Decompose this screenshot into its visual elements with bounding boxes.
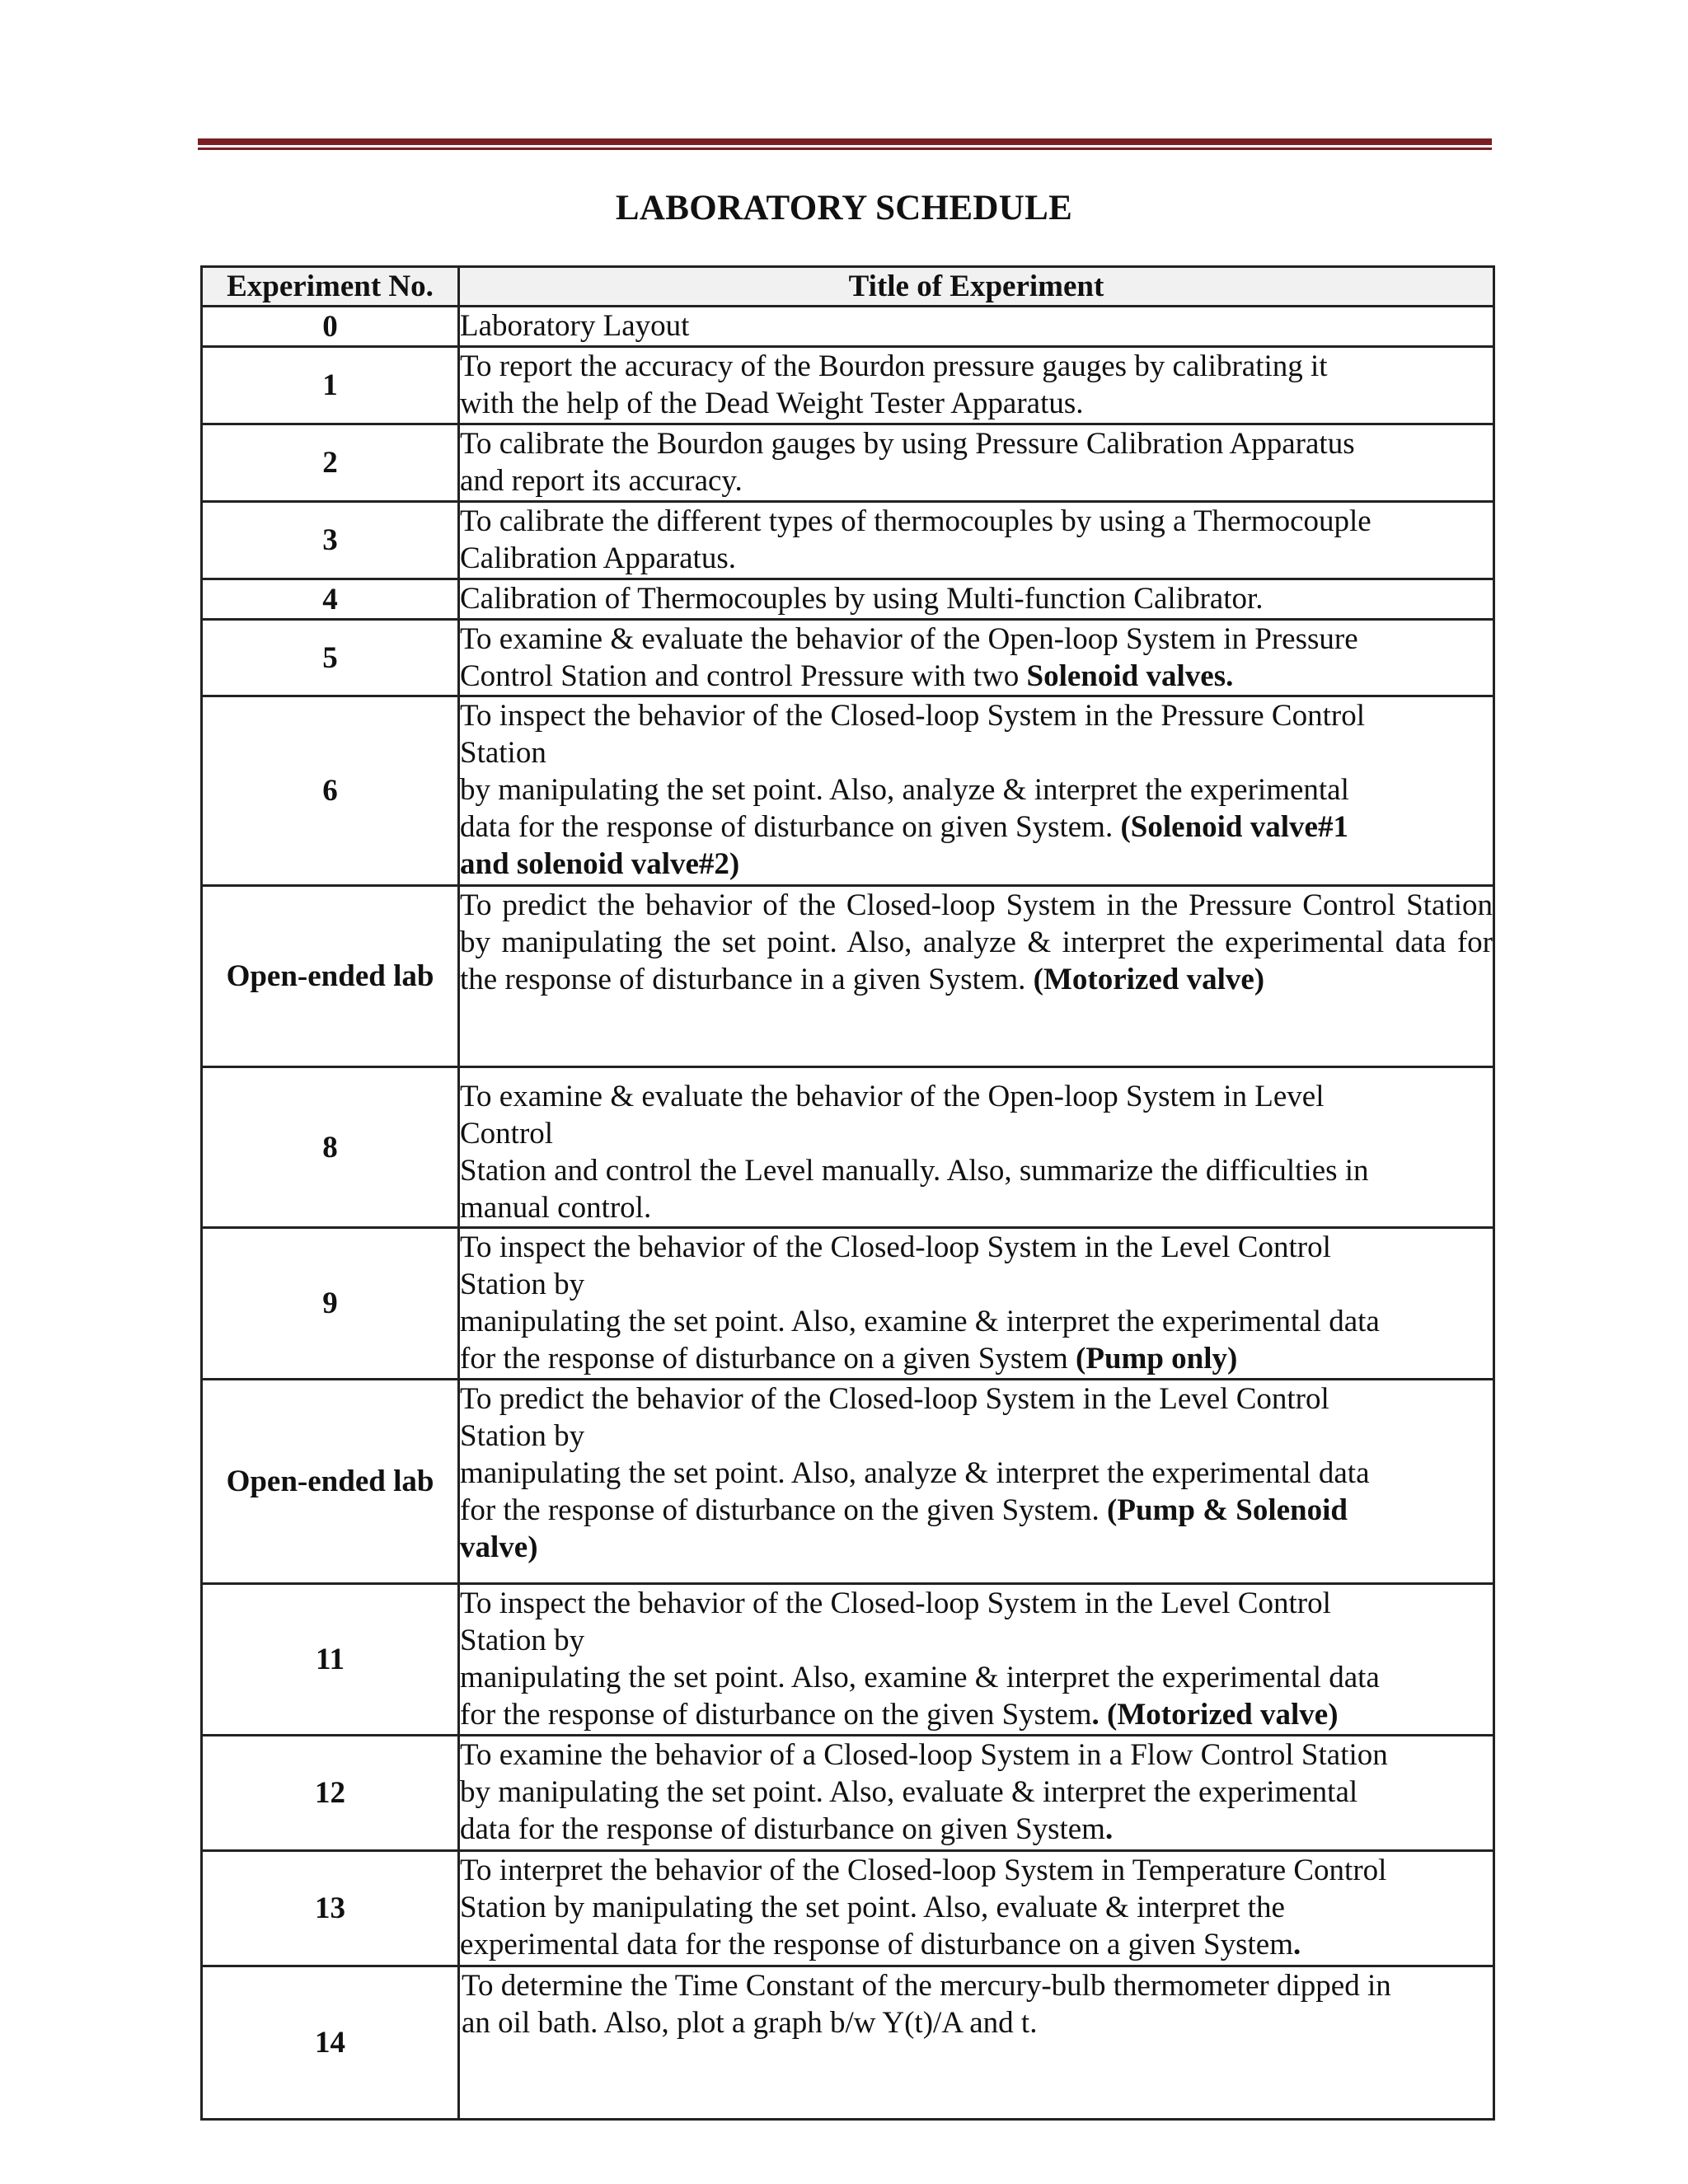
- table-row: [202, 1851, 1494, 1966]
- experiment-title-text: To inspect the behavior of the Closed-loop System in the Level Control Station by manipulating the set point. Also, examine & interpret the experimental data for the response of disturbance on a given System: [460, 1230, 1380, 1376]
- experiment-title: To examine & evaluate the behavior of the Open-loop System in Level Control Station and control the Level manually. Also, summarize the difficulties in manual control.: [459, 1067, 1494, 1228]
- experiment-number: 3: [202, 502, 459, 579]
- experiment-title-text: To interpret the behavior of the Closed-loop System in Temperature Control Station by manipulating the set point. Also, evaluate & interpret the experimental data for the response of disturbance on a given System: [460, 1854, 1387, 1961]
- experiment-title: [459, 1851, 1494, 1966]
- experiment-title: To calibrate the Bourdon gauges by using Pressure Calibration Apparatus and report its accuracy.: [459, 424, 1494, 502]
- table-row: [202, 696, 1494, 886]
- page-title: LABORATORY SCHEDULE: [615, 189, 1073, 227]
- table-row: [202, 1380, 1494, 1584]
- column-header-experiment-no: Experiment No.: [202, 267, 459, 307]
- table-row: [202, 886, 1494, 1067]
- experiment-title: To determine the Time Constant of the mercury-bulb thermometer dipped in an oil bath. Also, plot a graph b/w Y(t)/A and t.: [459, 1966, 1494, 2120]
- experiment-number: 6: [202, 696, 459, 886]
- experiment-title-text: To examine & evaluate the behavior of the Open-loop System in Pressure Control Station and control Pressure with two: [460, 622, 1358, 693]
- table-row: [202, 424, 1494, 502]
- experiment-title-text: To examine the behavior of a Closed-loop System in a Flow Control Station by manipulating the set point. Also, evaluate & interpret the experimental data for the response of disturbance on given System: [460, 1738, 1388, 1846]
- experiment-number: 1: [202, 347, 459, 424]
- experiment-title: [459, 1584, 1494, 1736]
- table-row: [202, 1966, 1494, 2120]
- experiment-number: 9: [202, 1228, 459, 1380]
- column-header-title: Title of Experiment: [459, 267, 1494, 307]
- table-row: [202, 347, 1494, 424]
- experiment-number: 11: [202, 1584, 459, 1736]
- table-row: [202, 307, 1494, 347]
- table-row: [202, 620, 1494, 696]
- experiment-title: [459, 886, 1494, 1067]
- experiment-title: [459, 1380, 1494, 1584]
- table-row: [202, 1736, 1494, 1851]
- experiment-title: To calibrate the different types of thermocouples by using a Thermocouple Calibration Apparatus.: [459, 502, 1494, 579]
- experiment-number: 5: [202, 620, 459, 696]
- experiment-number: 14: [202, 1966, 459, 2120]
- table-row: [202, 1584, 1494, 1736]
- experiment-number: Open-ended lab: [202, 1380, 459, 1584]
- experiment-title-bold: (Motorized valve): [1033, 963, 1265, 996]
- experiment-title-text: To predict the behavior of the Closed-loop System in the Pressure Control Station by manipulating the set point. Also, analyze & interpret the experimental data for the response of disturbance in a given System.: [460, 888, 1493, 996]
- table-row: [202, 1067, 1494, 1228]
- experiment-title-bold: (Pump only): [1076, 1342, 1238, 1376]
- experiment-number: 2: [202, 424, 459, 502]
- experiment-title: Laboratory Layout: [459, 307, 1494, 347]
- experiment-title: [459, 1228, 1494, 1380]
- experiment-number: 13: [202, 1851, 459, 1966]
- experiment-title-text: To predict the behavior of the Closed-loop System in the Level Control Station by manipulating the set point. Also, analyze & interpret the experimental data for the response of disturbance on the given System.: [460, 1382, 1370, 1527]
- header-rule-thin: [198, 148, 1492, 150]
- experiment-title-bold: Solenoid valves.: [1026, 659, 1234, 693]
- experiment-number: 12: [202, 1736, 459, 1851]
- experiment-title-text: To inspect the behavior of the Closed-loop System in the Level Control Station by manipulating the set point. Also, examine & interpret the experimental data for the response of disturbance on the given System: [460, 1586, 1380, 1732]
- experiment-title-bold: .: [1293, 1928, 1301, 1961]
- experiment-number: 4: [202, 579, 459, 620]
- experiment-number: 0: [202, 307, 459, 347]
- table-row: [202, 579, 1494, 620]
- header-rule-thick: [198, 138, 1492, 145]
- experiment-title-bold: . (Motorized valve): [1091, 1698, 1339, 1732]
- experiment-title: Calibration of Thermocouples by using Multi-function Calibrator.: [459, 579, 1494, 620]
- table-header-row: [202, 267, 1494, 307]
- experiment-number: 8: [202, 1067, 459, 1228]
- experiment-title-text: To inspect the behavior of the Closed-loop System in the Pressure Control Station by manipulating the set point. Also, analyze & interpret the experimental data for the response of disturbance on given System.: [460, 699, 1365, 844]
- experiment-title-bold: (Pump & Solenoid valve): [460, 1493, 1348, 1564]
- experiment-title-bold: .: [1104, 1812, 1114, 1846]
- experiment-title: [459, 696, 1494, 886]
- experiment-title: [459, 1736, 1494, 1851]
- table-row: [202, 502, 1494, 579]
- experiment-title: To report the accuracy of the Bourdon pressure gauges by calibrating it with the help of the Dead Weight Tester Apparatus.: [459, 347, 1494, 424]
- experiment-title-bold: (Solenoid valve#1 and solenoid valve#2): [460, 810, 1348, 881]
- experiment-number: Open-ended lab: [202, 886, 459, 1067]
- schedule-table: [200, 265, 1495, 2121]
- experiment-title: [459, 620, 1494, 696]
- table-row: [202, 1228, 1494, 1380]
